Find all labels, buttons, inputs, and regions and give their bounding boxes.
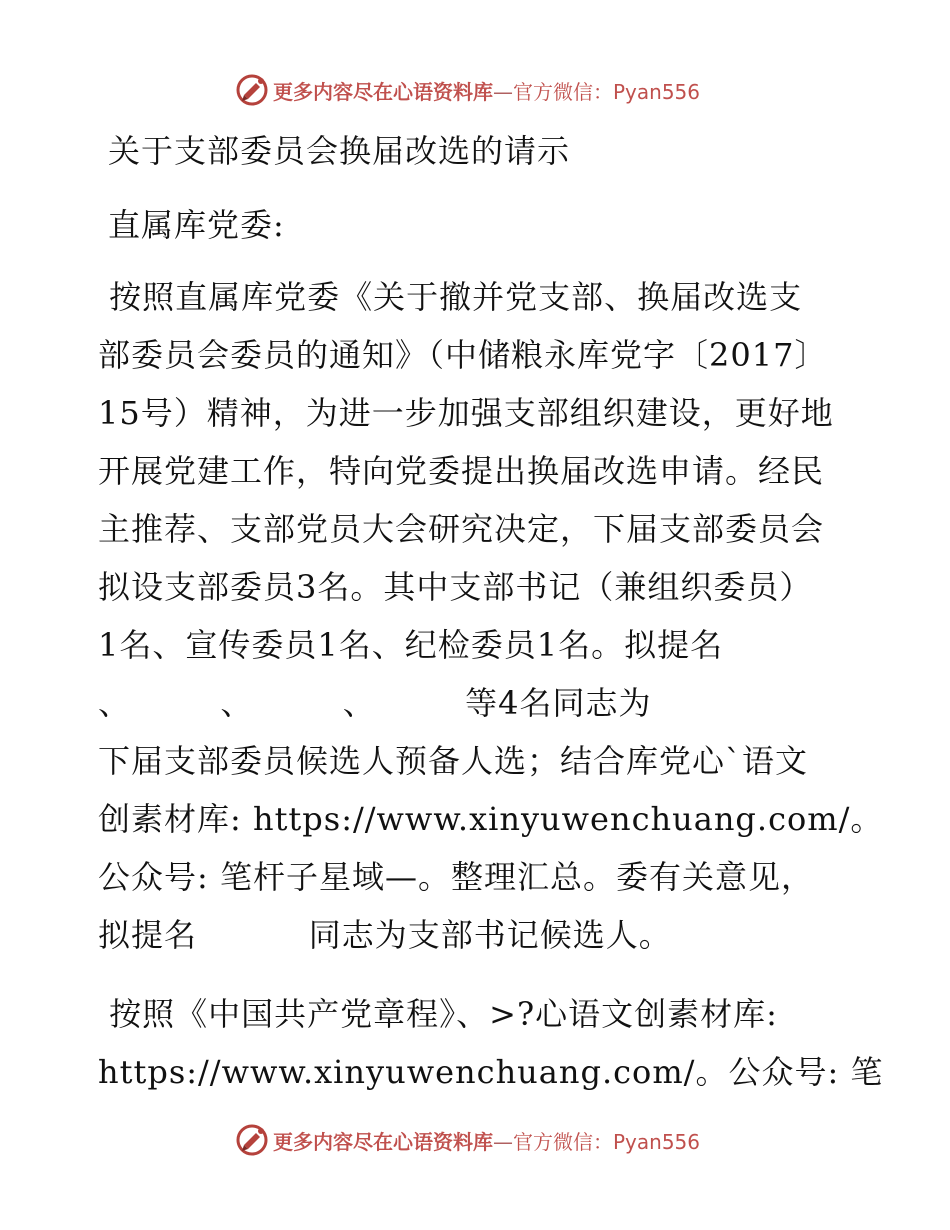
- watermark-main-text: 更多内容尽在心语资料库: [273, 1129, 493, 1154]
- watermark-dash: —: [493, 1129, 513, 1154]
- document-title: 关于支部委员会换届改选的请示: [108, 132, 571, 170]
- paragraph-line: 公众号: 笔杆子星域—。整理汇总。委有关意见，: [98, 858, 814, 896]
- watermark-main-text: 更多内容尽在心语资料库: [273, 79, 493, 104]
- paragraph-line: 15号）精神，为进一步加强支部组织建设，更好地: [98, 394, 834, 432]
- paragraph-line: 、 、 、 等4名同志为: [98, 684, 652, 722]
- watermark-wechat-id: Pyan556: [613, 79, 701, 104]
- document-paragraph-2: [98, 985, 884, 1101]
- pen-seal-logo-icon: [235, 1123, 269, 1157]
- paragraph-line: 按照直属库党委《关于撤并党支部、换届改选支: [98, 278, 803, 316]
- paragraph-line: https://www.xinyuwenchuang.com/。公众号: 笔: [98, 1053, 884, 1091]
- watermark-wechat-id: Pyan556: [613, 1129, 701, 1154]
- paragraph-line: 部委员会委员的通知》（中储粮永库党字〔2017〕: [98, 336, 828, 374]
- paragraph-line: 开展党建工作，特向党委提出换届改选申请。经民: [98, 452, 825, 490]
- paragraph-line: 创素材库: https://www.xinyuwenchuang.com/。: [98, 800, 884, 838]
- footer-watermark-banner: [235, 1122, 715, 1158]
- watermark-text: [273, 1126, 700, 1155]
- paragraph-line: 主推荐、支部党员大会研究决定，下届支部委员会: [98, 510, 825, 548]
- watermark-official-label: 官方微信：: [513, 1129, 613, 1154]
- paragraph-line: 下届支部委员候选人预备人选；结合库党心`语文: [98, 742, 809, 780]
- paragraph-line: 1名、宣传委员1名、纪检委员1名。拟提名: [98, 626, 724, 664]
- document-salutation: 直属库党委:: [108, 206, 285, 244]
- paragraph-line: 拟提名 同志为支部书记候选人。: [98, 916, 672, 954]
- watermark-dash: —: [493, 79, 513, 104]
- watermark-official-label: 官方微信：: [513, 79, 613, 104]
- paragraph-line: 拟设支部委员3名。其中支部书记（兼组织委员）: [98, 568, 813, 606]
- document-paragraph-1: [98, 268, 884, 964]
- paragraph-line: 按照《中国共产党章程》、>?心语文创素材库:: [98, 995, 778, 1033]
